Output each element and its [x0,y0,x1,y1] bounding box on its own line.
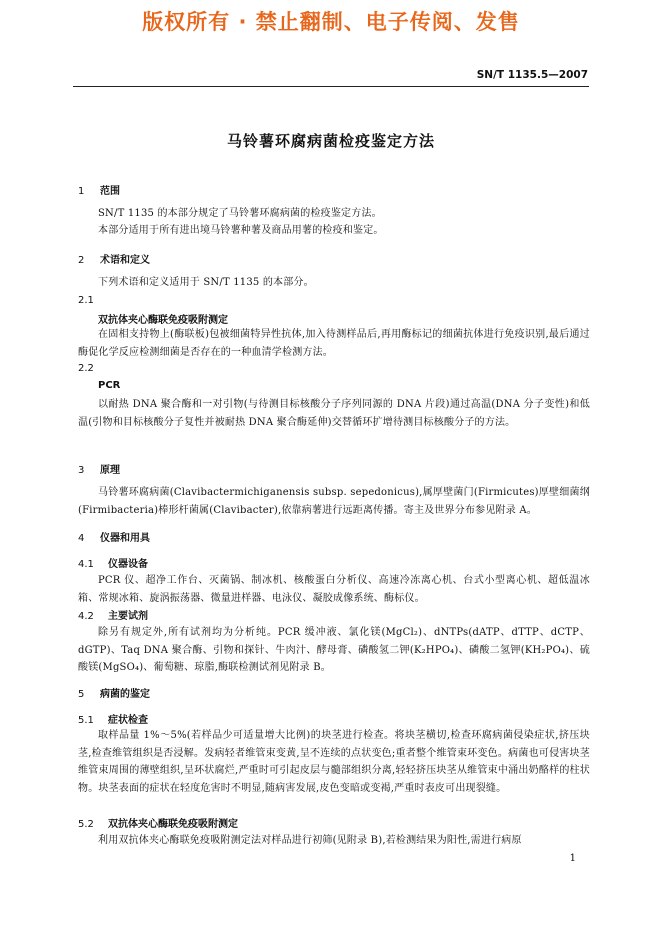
term-2-1-definition: 在固相支持物上(酶联板)包被细菌特异性抗体,加入待测样品后,再用酶标记的细菌抗体进行免疫识别,最后通过酶促化学反应检测细菌是否存在的一种血清学检测方法。 [78,329,590,358]
section-number: 5 [78,689,85,700]
term-2-2-title: PCR [98,380,121,391]
section-title: 主要试剂 [108,611,148,622]
section-5-1-paragraph: 取样品量 1%～5%(若样品少可适量增大比例)的块茎进行检查。将块茎横切,检查环腐病菌侵染症状,挤压块茎,检查维管组织是否浸解。发病轻者维管束变黄,呈不连续的点状变色;重者整个维管束环变色。病菌也可侵害块茎维管束周围的薄壁组织,呈环状腐烂,严重时可引起皮层与髓部组织分离,轻轻挤压块茎从维管束中涌出奶酪样的柱状物。块茎表面的症状在轻度危害时不明显,随病害发展,皮色变暗或变褐,严重时表皮可出现裂缝。 [78,730,590,794]
document-title: 马铃薯环腐病菌检疫鉴定方法 [226,132,435,150]
section-number: 4.1 [78,559,94,570]
section-2-heading [78,251,150,266]
section-number: 4.2 [78,611,94,622]
copyright-banner: 版权所有 · 禁止翻制、电子传阅、发售 [142,10,520,34]
section-1-paragraph-1: SN/T 1135 的本部分规定了马铃薯环腐病菌的检疫鉴定方法。 [98,208,382,219]
term-2-2-number: 2.2 [78,363,94,374]
header-rule [73,86,589,87]
section-title: 原理 [100,465,120,476]
term-2-2-definition: 以耐热 DNA 聚合酶和一对引物(与待测目标核酸分子序列同源的 DNA 片段)通过高温(DNA 分子变性)和低温(引物和目标核酸分子复性并被耐热 DNA 聚合酶延伸)交替循环扩增待测目标核酸分子的方法。 [78,399,590,428]
section-number: 3 [78,465,85,476]
section-title: 双抗体夹心酶联免疫吸附测定 [108,819,238,830]
section-title: 仪器和用具 [100,533,150,544]
section-4-heading [78,529,150,544]
section-1-heading [78,182,120,197]
section-number: 5.1 [78,715,94,726]
section-1-paragraph-2: 本部分适用于所有进出境马铃薯种薯及商品用薯的检疫和鉴定。 [98,225,384,236]
section-3-heading [78,461,120,476]
page-number: 1 [569,853,576,864]
section-title: 仪器设备 [108,559,148,570]
section-5-heading [78,685,150,700]
standard-number: SN/T 1135.5—2007 [476,69,588,81]
term-2-1-number: 2.1 [78,295,94,306]
section-3-paragraph-1: 马铃薯环腐病菌(Clavibactermichiganensis subsp. sepedonicus),属厚壁菌门(Firmicutes)厚壁细菌纲(Firmibacteria)棒形杆菌属(Clavibacter),依靠病薯进行远距离传播。寄主及世界分布参见附录 A。 [78,487,590,516]
section-5-2-paragraph: 利用双抗体夹心酶联免疫吸附测定法对样品进行初筛(见附录 B),若检测结果为阳性,需进行病原 [98,835,522,846]
section-number: 2 [78,255,85,266]
section-4-2-paragraph: 除另有规定外,所有试剂均为分析纯。PCR 缓冲液、氯化镁(MgCl₂)、dNTPs(dATP、dTTP、dCTP、dGTP)、Taq DNA 聚合酶、引物和探针、牛肉汁、酵母膏、磷酸氢二钾(K₂HPO₄)、磷酸二氢钾(KH₂PO₄)、硫酸镁(MgSO₄)、葡萄糖、琼脂,酶联检测试剂见附录 B。 [78,627,590,673]
section-title: 范围 [100,186,120,197]
section-4-1-heading [78,555,148,570]
section-number: 4 [78,533,85,544]
section-4-2-heading [78,607,148,622]
section-title: 症状检查 [108,715,148,726]
section-title: 术语和定义 [100,255,150,266]
term-2-1-title: 双抗体夹心酶联免疫吸附测定 [98,315,228,326]
section-5-1-heading [78,711,148,726]
section-2-paragraph-1: 下列术语和定义适用于 SN/T 1135 的本部分。 [98,277,314,288]
section-title: 病菌的鉴定 [100,689,150,700]
section-number: 1 [78,186,85,197]
section-number: 5.2 [78,819,94,830]
section-5-2-heading [78,815,238,830]
section-4-1-paragraph: PCR 仪、超净工作台、灭菌锅、制冰机、核酸蛋白分析仪、高速冷冻离心机、台式小型离心机、超低温冰箱、常规冰箱、旋涡振荡器、微量进样器、电泳仪、凝胶成像系统、酶标仪。 [78,575,590,604]
